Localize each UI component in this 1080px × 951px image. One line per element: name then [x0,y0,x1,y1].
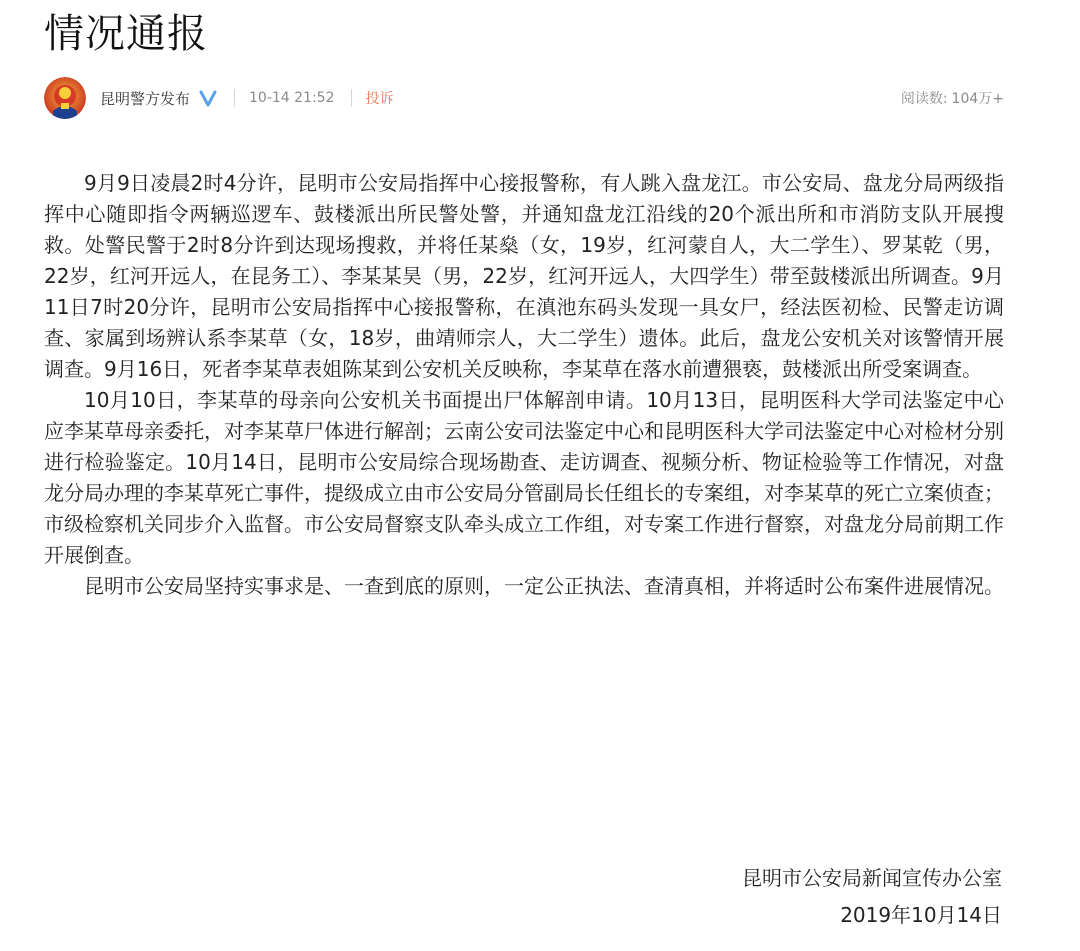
report-link[interactable]: 投诉 [365,91,394,107]
paragraph: 10月10日，李某草的母亲向公安机关书面提出尸体解剖申请。10月13日，昆明医科大学司法鉴定中心应李某草母亲委托，对李某草尸体进行解剖；云南公安司法鉴定中心和昆明医科大学司法鉴定中心对检材分别进行检验鉴定。10月14日，昆明市公安局综合现场勘查、走访调查、视频分析、物证检验等工作情况，对盘龙分局办理的李某草死亡事件，提级成立由市公安局分管副局长任组长的专案组，对李某草的死亡立案侦查；市级检察机关同步介入监督。市公安局督察支队牵头成立工作组，对专案工作进行督察，对盘龙分局前期工作开展倒查。 [44,388,1004,567]
article-body [44,168,1004,602]
read-count-value: 104万+ [951,91,1004,107]
signature-date: 2019年10月14日 [840,903,1002,927]
verified-icon [198,88,218,108]
post-time: 10-14 21:52 [249,90,335,106]
signature-org: 昆明市公安局新闻宣传办公室 [742,866,1002,890]
avatar[interactable] [44,77,86,119]
meta-divider [234,89,235,107]
avatar-police-emblem-icon [44,77,86,119]
read-count [901,88,1004,108]
meta-divider [351,89,352,107]
signature-block [742,860,1002,934]
paragraph: 昆明市公安局坚持实事求是、一查到底的原则，一定公正执法、查清真相，并将适时公布案件进展情况。 [84,574,1004,598]
page-title: 情况通报 [44,11,208,57]
post-meta-row [44,76,1004,120]
author-name[interactable]: 昆明警方发布 [100,89,191,108]
paragraph: 9月9日凌晨2时4分许，昆明市公安局指挥中心接报警称，有人跳入盘龙江。市公安局、盘龙分局两级指挥中心随即指令两辆巡逻车、鼓楼派出所民警处警，并通知盘龙江沿线的20个派出所和市消防支队开展搜救。处警民警于2时8分许到达现场搜救，并将任某燊（女，19岁，红河蒙自人，大二学生）、罗某乾（男，22岁，红河开远人，在昆务工）、李某某昊（男，22岁，红河开远人，大四学生）带至鼓楼派出所调查。9月11日7时20分许，昆明市公安局指挥中心接报警称，在滇池东码头发现一具女尸，经法医初检、民警走访调查、家属到场辨认系李某草（女，18岁，曲靖师宗人，大二学生）遗体。此后，盘龙公安机关对该警情开展调查。9月16日，死者李某草表姐陈某到公安机关反映称，李某草在落水前遭猥亵，鼓楼派出所受案调查。 [44,171,1004,381]
read-count-label: 阅读数: [900,91,948,107]
